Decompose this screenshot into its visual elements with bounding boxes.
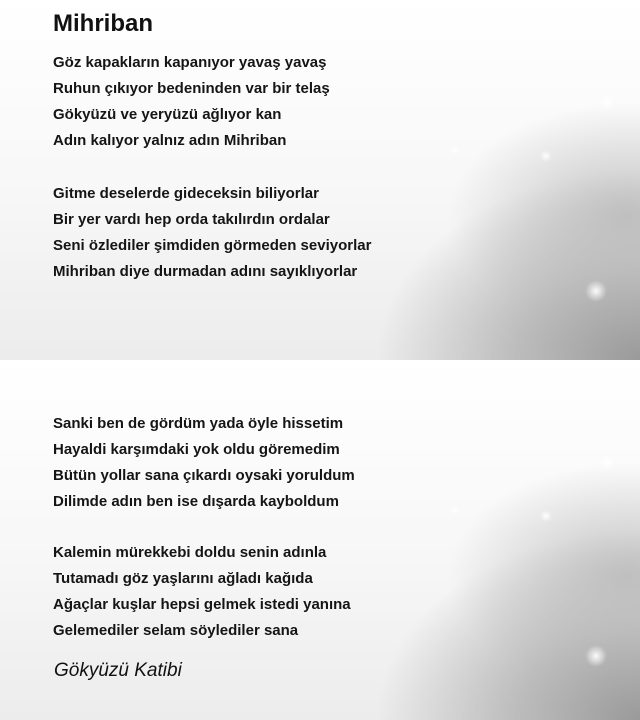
- poem-card-bottom: [0, 360, 640, 720]
- poem-line: Göz kapakların kapanıyor yavaş yavaş: [53, 54, 327, 71]
- bokeh-decoration: [600, 455, 614, 469]
- poem-line: Gelemediler selam söylediler sana: [53, 622, 299, 639]
- poem-line: Ağaçlar kuşlar hepsi gelmek istedi yanına: [53, 596, 351, 613]
- poem-line: Tutamadı göz yaşlarını ağladı kağıda: [53, 570, 313, 587]
- bokeh-decoration: [600, 95, 614, 109]
- poem-line: Hayaldi karşımdaki yok oldu göremedim: [53, 441, 340, 458]
- bokeh-decoration: [540, 150, 552, 162]
- stanza-4: [53, 540, 351, 644]
- poem-line: Gökyüzü ve yeryüzü ağlıyor kan: [53, 106, 282, 123]
- poem-line: Gitme deselerde gideceksin biliyorlar: [53, 185, 319, 202]
- stanza-1: [53, 50, 330, 154]
- bokeh-decoration: [450, 145, 460, 155]
- poem-title: Mihriban: [53, 10, 153, 37]
- stanza-2: [53, 181, 371, 285]
- poem-line: Adın kalıyor yalnız adın Mihriban: [53, 132, 287, 149]
- poem-line: Dilimde adın ben ise dışarda kayboldum: [53, 493, 339, 510]
- bokeh-decoration: [585, 280, 607, 302]
- poem-line: Ruhun çıkıyor bedeninden var bir telaş: [53, 80, 330, 97]
- poem-line: Mihriban diye durmadan adını sayıklıyorlar: [53, 263, 358, 280]
- poem-author: Gökyüzü Katibi: [54, 660, 182, 681]
- stanza-3: [53, 411, 355, 515]
- bokeh-decoration: [450, 505, 460, 515]
- bokeh-decoration: [585, 645, 607, 667]
- bokeh-decoration: [540, 510, 552, 522]
- poem-line: Bütün yollar sana çıkardı oysaki yoruldum: [53, 467, 355, 484]
- poem-line: Kalemin mürekkebi doldu senin adınla: [53, 544, 327, 561]
- poem-line: Seni özlediler şimdiden görmeden seviyorlar: [53, 237, 372, 254]
- poem-line: Bir yer vardı hep orda takılırdın ordalar: [53, 211, 330, 228]
- poem-line: Sanki ben de gördüm yada öyle hissetim: [53, 415, 344, 432]
